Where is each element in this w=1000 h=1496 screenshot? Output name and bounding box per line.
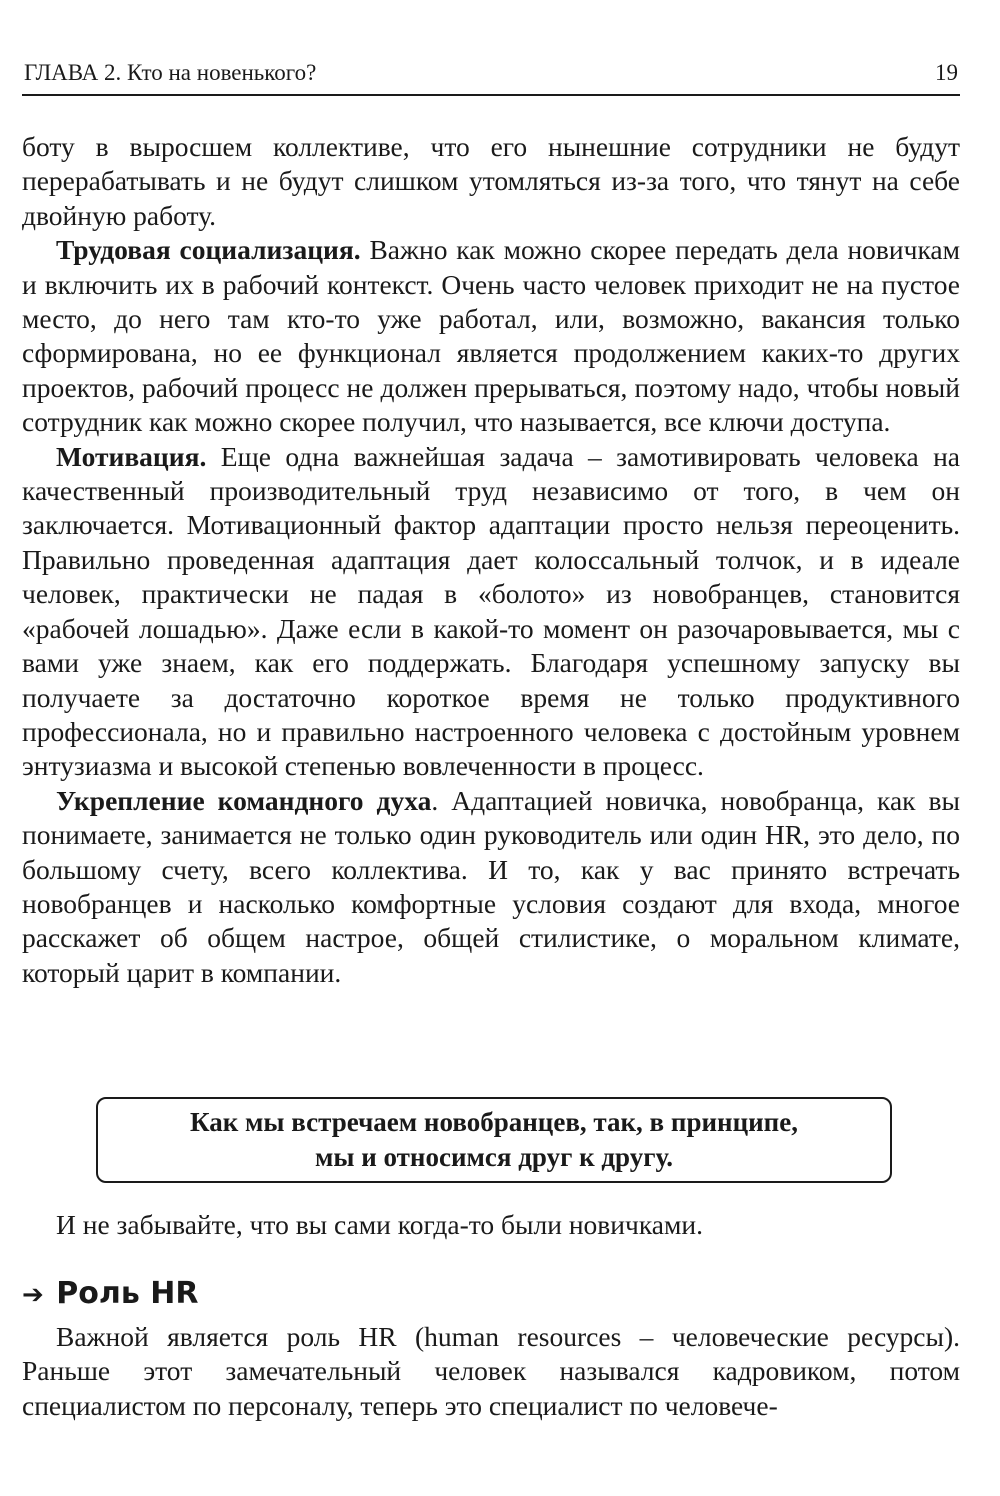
paragraph-lead: Укрепление командного духа	[56, 784, 432, 816]
paragraph-continuation: боту в выросшем коллективе, что его нынешние сотрудники не будут перерабатывать и не будут слишком утомляться из-за того, что тянут на себе двойную работу.	[22, 131, 960, 231]
paragraph-lead: Трудовая социализация.	[56, 234, 361, 266]
paragraph-text: Еще одна важнейшая задача – замотивировать человека на качественный производительный труд независимо от того, в чем он заключается. Мотивационный фактор адаптации просто нельзя переоценить. Правильно проведенная адаптация дает колоссальный толчок, и в идеале человек, практически не падая в «болото» из новобранцев, становится «рабочей лошадью». Даже если в какой-то момент он разочаровывается, мы с вами уже знаем, как его поддержать. Благодаря успешному запуску вы получаете за достаточно короткое время не только продуктивного профессионала, но и правильно настроенного человека с достойным уровнем энтузиазма и высокой степенью вовлеченности в процесс.	[22, 440, 960, 782]
page-number: 19	[935, 60, 958, 85]
paragraph-motivation	[22, 440, 960, 784]
paragraph-text: . Адаптацией новичка, новобранца, как вы понимаете, занимается не только один руководитель или один HR, это дело, по большому счету, всего коллектива. И то, как у вас принято встречать новобранцев и насколько комфортные условия создают для входа, многое расскажет об общем настрое, общей стилистике, о моральном климате, который царит в компании.	[22, 784, 960, 988]
paragraph-labor-socialization	[22, 233, 960, 439]
arrow-right-icon: ➔	[22, 1280, 44, 1310]
section-text	[22, 1320, 960, 1423]
body-text	[22, 130, 960, 990]
callout-line-2: мы и относимся друг к другу.	[314, 1142, 674, 1172]
reminder-text: И не забывайте, что вы сами когда-то были новичками.	[56, 1209, 703, 1240]
paragraph-team-spirit	[22, 784, 960, 990]
section-heading	[22, 1274, 198, 1315]
paragraph-lead: Мотивация.	[56, 440, 207, 472]
section-title: Роль HR	[56, 1276, 199, 1311]
callout-line-1: Как мы встречаем новобранцев, так, в принципе,	[190, 1107, 798, 1137]
callout-box	[96, 1097, 892, 1183]
running-head	[22, 54, 960, 96]
paragraph-text: Важно как можно скорее передать дела новичкам и включить их в рабочий контекст. Очень часто человек приходит не на пустое место, до него там кто-то уже работал, или, возможно, вакансия только сформирована, но ее функционал является продолжением каких-то других проектов, рабочий процесс не должен прерываться, поэтому надо, чтобы новый сотрудник как можно скорее получил, что называется, все ключи доступа.	[22, 234, 961, 438]
paragraph-hr-role: Важной является роль HR (human resources – человеческие ресурсы). Раньше этот замечательный человек назывался кадровиком, потом специалистом по персоналу, теперь это специалист по человече-	[22, 1321, 960, 1421]
chapter-title: ГЛАВА 2. Кто на новенького?	[24, 60, 317, 85]
